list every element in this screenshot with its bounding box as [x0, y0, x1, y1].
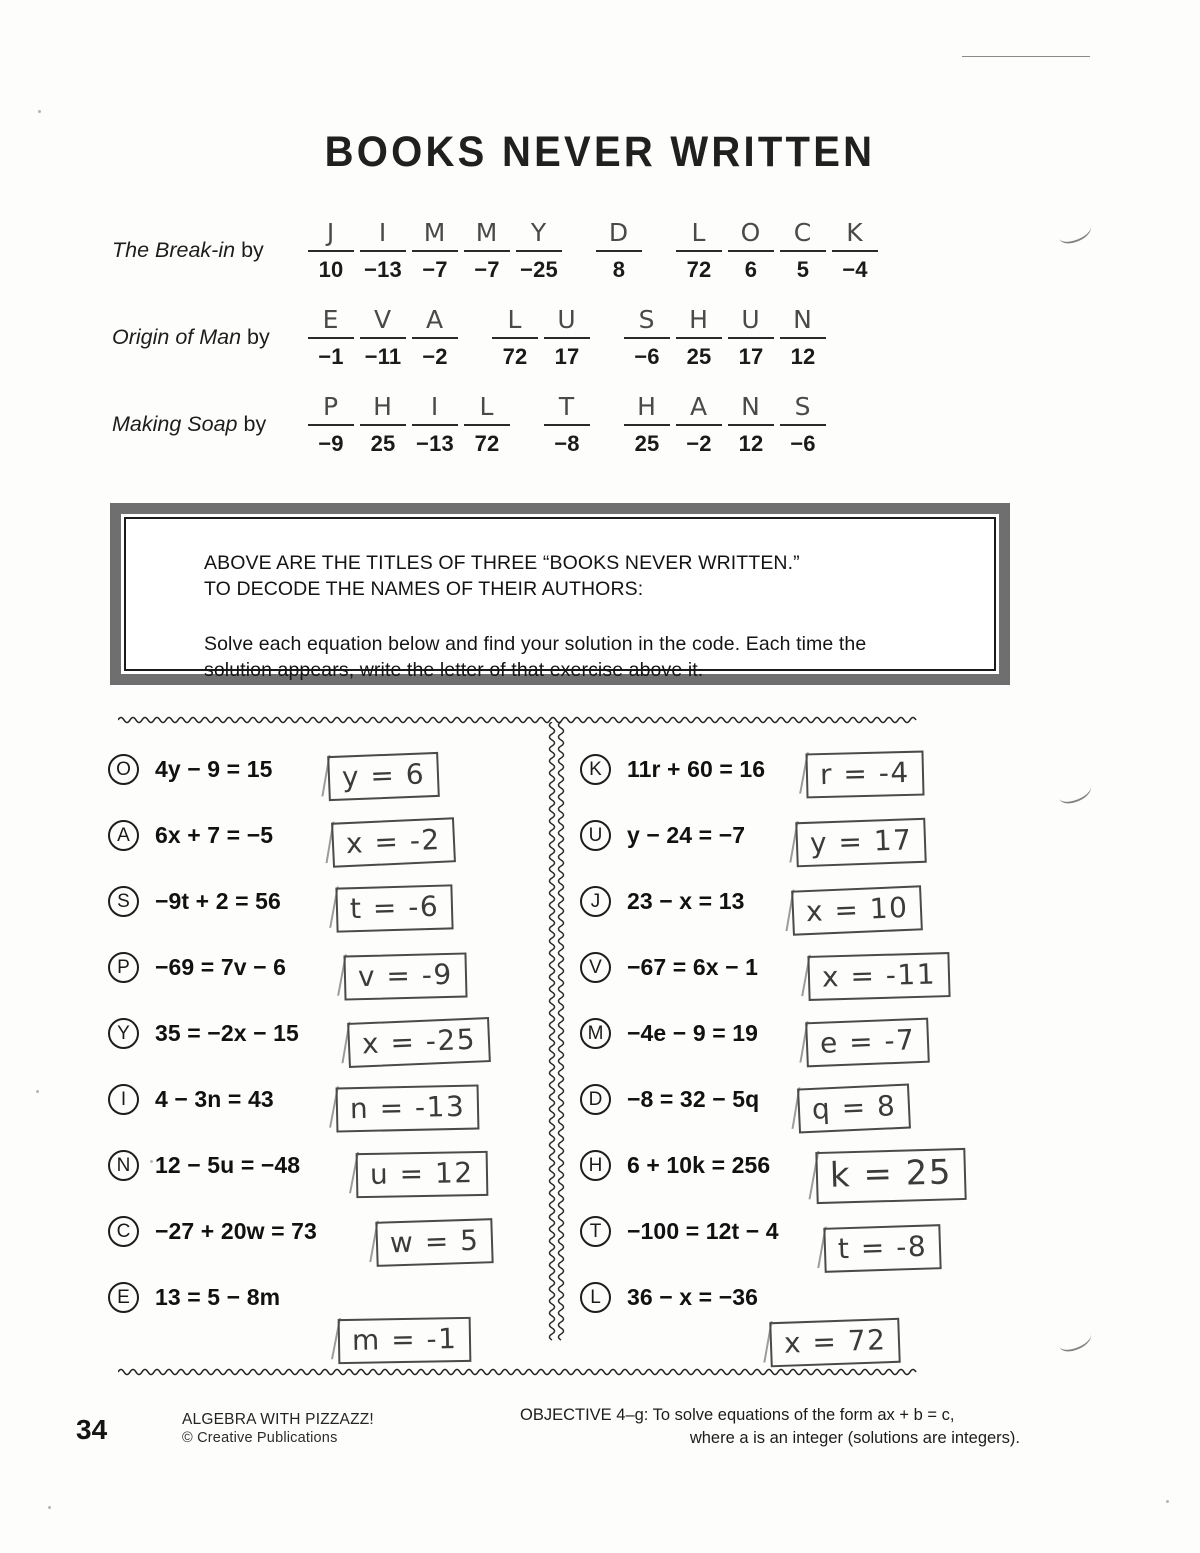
- code-group: [308, 392, 510, 457]
- handwritten-answer: y = 6: [327, 752, 440, 802]
- code-letter: U: [741, 305, 761, 334]
- handwritten-answer: y = 17: [795, 818, 927, 868]
- code-rule: [728, 424, 774, 426]
- code-number: 72: [474, 431, 500, 456]
- code-letter: U: [557, 305, 577, 334]
- exercise-letter-badge: C: [108, 1216, 139, 1247]
- code-group: [492, 305, 590, 370]
- exercise-letter-badge: Y: [108, 1018, 139, 1049]
- code-rule: [412, 424, 458, 426]
- code-letter: E: [322, 305, 340, 334]
- handwritten-answer: x = -11: [807, 952, 950, 1001]
- handwritten-answer: e = -7: [805, 1018, 930, 1068]
- code-letter: L: [691, 218, 707, 247]
- code-slot: [360, 392, 406, 457]
- code-letter: K: [846, 218, 864, 247]
- code-rule: [360, 250, 406, 252]
- code-letter: S: [794, 392, 812, 421]
- exercise-letter-badge: E: [108, 1282, 139, 1313]
- code-rule: [308, 424, 354, 426]
- exercise-equation: −69 = 7v − 6: [155, 954, 287, 980]
- exercise-equation: −9t + 2 = 56: [155, 888, 281, 914]
- page-title: BOOKS NEVER WRITTEN: [324, 128, 876, 176]
- code-group: [676, 218, 878, 283]
- code-letter: S: [638, 305, 656, 334]
- code-rule: [728, 250, 774, 252]
- code-rule: [464, 250, 510, 252]
- code-group: [624, 392, 826, 457]
- code-rule: [728, 337, 774, 339]
- code-slot: [308, 218, 354, 283]
- code-line: [112, 392, 1072, 466]
- exercise-row: [580, 1012, 1040, 1078]
- code-slot: [412, 305, 458, 370]
- exercise-row: [108, 1012, 548, 1078]
- code-letter: N: [741, 392, 761, 421]
- code-rule: [308, 250, 354, 252]
- code-number: −4: [842, 257, 868, 282]
- code-rule: [308, 337, 354, 339]
- code-number: 17: [554, 344, 580, 369]
- code-slot: [624, 392, 670, 457]
- instruction-heading-line2: TO DECODE THE NAMES OF THEIR AUTHORS:: [204, 578, 644, 600]
- exercise-row: [580, 880, 1040, 946]
- code-number: −7: [474, 257, 500, 282]
- handwritten-answer: n = -13: [336, 1085, 480, 1133]
- code-rule: [624, 337, 670, 339]
- code-slot: [412, 392, 458, 457]
- code-number: −1: [318, 344, 344, 369]
- publisher-credit: [182, 1410, 374, 1448]
- exercise-equation: 4 − 3n = 43: [155, 1086, 274, 1112]
- exercise-equation: −27 + 20w = 73: [155, 1218, 317, 1244]
- code-group: [544, 392, 590, 457]
- exercise-equation: 12 − 5u = −48: [155, 1152, 301, 1178]
- instruction-body-line1: Solve each equation below and find your solution in the code. Each time the: [204, 633, 867, 655]
- code-letter: H: [689, 305, 709, 334]
- exercise-equation: 35 = −2x − 15: [155, 1020, 299, 1046]
- exercise-letter-badge: L: [580, 1282, 611, 1313]
- handwritten-answer: x = 10: [791, 885, 923, 936]
- exercise-equation: 4y − 9 = 15: [155, 756, 273, 782]
- code-letter: J: [326, 218, 336, 247]
- code-section: [112, 218, 1072, 479]
- exercise-equation: 6x + 7 = −5: [155, 822, 274, 848]
- exercise-letter-badge: S: [108, 886, 139, 917]
- code-group: [624, 305, 826, 370]
- exercise-row: [580, 1210, 1040, 1276]
- exercise-letter-badge: H: [580, 1150, 611, 1181]
- code-rule: [412, 250, 458, 252]
- code-slot: [596, 218, 642, 283]
- code-number: 72: [686, 257, 712, 282]
- code-number: −11: [364, 344, 402, 369]
- code-number: 72: [502, 344, 528, 369]
- exercise-letter-badge: K: [580, 754, 611, 785]
- handwritten-answer: x = 72: [769, 1318, 901, 1368]
- code-number: −13: [416, 431, 454, 456]
- code-letter: H: [637, 392, 657, 421]
- exercise-letter-badge: O: [108, 754, 139, 785]
- objective-note: [520, 1404, 1020, 1450]
- code-letter: M: [423, 218, 447, 247]
- code-line-title: Origin of Man: [112, 325, 242, 349]
- code-letter: P: [322, 392, 340, 421]
- objective-line-2: where a is an integer (solutions are integers).: [689, 1429, 1020, 1447]
- exercise-letter-badge: I: [108, 1084, 139, 1115]
- handwritten-answer: v = -9: [343, 953, 467, 1001]
- code-rule: [412, 337, 458, 339]
- code-slot: [728, 305, 774, 370]
- code-number: 10: [318, 257, 344, 282]
- exercise-letter-badge: A: [108, 820, 139, 851]
- handwritten-answer: x = -2: [331, 817, 456, 868]
- code-slot: [728, 392, 774, 457]
- code-slot: [676, 392, 722, 457]
- handwritten-answer: m = -1: [338, 1317, 472, 1365]
- code-number: −2: [686, 431, 712, 456]
- code-rule: [676, 337, 722, 339]
- code-slot: [544, 392, 590, 457]
- exercise-column-left: [108, 748, 548, 1357]
- code-letter: L: [479, 392, 495, 421]
- column-divider: [548, 722, 566, 1368]
- exercise-equation: y − 24 = −7: [627, 822, 746, 848]
- exercise-equation: 11r + 60 = 16: [627, 756, 766, 782]
- code-slot: [780, 218, 826, 283]
- instruction-heading-line1: ABOVE ARE THE TITLES OF THREE “BOOKS NEVER WRITTEN.”: [204, 552, 800, 574]
- code-group: [308, 305, 458, 370]
- code-number: 8: [612, 257, 626, 282]
- code-slot: [308, 392, 354, 457]
- code-letter: I: [430, 392, 440, 421]
- code-line: [112, 305, 1072, 379]
- code-letter: H: [373, 392, 393, 421]
- code-rule: [360, 337, 406, 339]
- code-rule: [832, 250, 878, 252]
- code-rule: [780, 424, 826, 426]
- instruction-body: [204, 631, 994, 683]
- code-number: −6: [790, 431, 816, 456]
- exercise-row: [580, 748, 1040, 814]
- scan-speck: [48, 1506, 51, 1509]
- code-line-by: by: [247, 325, 270, 349]
- publisher-name: ALGEBRA WITH PIZZAZZ!: [182, 1411, 374, 1428]
- code-line-title: The Break-in: [112, 238, 236, 262]
- code-letter: V: [373, 305, 393, 334]
- code-slot: [544, 305, 590, 370]
- exercise-row: [580, 1276, 1040, 1360]
- code-slot: [516, 218, 562, 283]
- code-slot: [780, 392, 826, 457]
- exercise-letter-badge: U: [580, 820, 611, 851]
- code-rule: [464, 424, 510, 426]
- code-rule: [676, 250, 722, 252]
- code-slot: [780, 305, 826, 370]
- exercise-row: [108, 1210, 548, 1276]
- exercise-letter-badge: M: [580, 1018, 611, 1049]
- handwritten-answer: u = 12: [356, 1151, 488, 1199]
- code-slot: [492, 305, 538, 370]
- code-rule: [360, 424, 406, 426]
- scan-speck: [38, 110, 41, 113]
- exercise-equation: 23 − x = 13: [627, 888, 745, 914]
- code-line-by: by: [241, 238, 264, 262]
- code-rule: [780, 337, 826, 339]
- code-number: 5: [796, 257, 810, 282]
- code-number: −25: [520, 257, 558, 282]
- code-letter: T: [558, 392, 576, 421]
- exercise-row: [108, 946, 548, 1012]
- exercise-row: [108, 748, 548, 814]
- code-number: −2: [422, 344, 448, 369]
- code-letter: C: [793, 218, 813, 247]
- exercise-letter-badge: N: [108, 1150, 139, 1181]
- handwritten-answer: r = -4: [805, 751, 924, 799]
- exercise-letter-badge: J: [580, 886, 611, 917]
- exercise-letter-badge: P: [108, 952, 139, 983]
- code-line: [112, 218, 1072, 292]
- objective-line-1: OBJECTIVE 4–g: To solve equations of the form ax + b = c,: [520, 1406, 955, 1424]
- exercise-equation: 13 = 5 − 8m: [155, 1284, 281, 1310]
- exercise-row: [108, 1144, 548, 1210]
- scan-speck: [1166, 1500, 1169, 1503]
- code-rule: [492, 337, 538, 339]
- exercise-row: [108, 814, 548, 880]
- instruction-box-inner: [124, 517, 996, 681]
- scan-artifact-mark: [1056, 778, 1094, 807]
- exercise-row: [580, 1144, 1040, 1210]
- instruction-box: [110, 503, 1010, 685]
- scan-artifact-line: [962, 56, 1090, 57]
- handwritten-answer: t = -8: [823, 1224, 942, 1273]
- exercise-row: [108, 880, 548, 946]
- instruction-heading: [204, 550, 994, 602]
- code-rule: [676, 424, 722, 426]
- code-number: 25: [370, 431, 396, 456]
- code-letter: Y: [530, 218, 548, 247]
- code-number: −9: [318, 431, 344, 456]
- code-group: [596, 218, 642, 283]
- code-slot: [624, 305, 670, 370]
- exercise-equation: −67 = 6x − 1: [627, 954, 759, 980]
- code-letter: O: [740, 218, 762, 247]
- exercise-letter-badge: V: [580, 952, 611, 983]
- code-number: 12: [738, 431, 764, 456]
- code-line-label: [112, 305, 308, 350]
- code-number: 25: [634, 431, 660, 456]
- code-number: 25: [686, 344, 712, 369]
- handwritten-answer: q = 8: [797, 1083, 911, 1133]
- exercise-row: [108, 1078, 548, 1144]
- code-number: 12: [790, 344, 816, 369]
- code-letter: A: [689, 392, 709, 421]
- exercise-row: [580, 814, 1040, 880]
- code-number: 17: [738, 344, 764, 369]
- code-slot: [676, 218, 722, 283]
- scan-artifact-mark: [1056, 1326, 1094, 1355]
- code-slot: [832, 218, 878, 283]
- code-number: 6: [744, 257, 758, 282]
- instruction-body-line2: solution appears, write the letter of that exercise above it.: [204, 659, 704, 681]
- code-letter: D: [608, 218, 630, 247]
- exercise-row: [580, 1078, 1040, 1144]
- code-rule: [544, 424, 590, 426]
- code-slot: [360, 305, 406, 370]
- code-slot: [464, 218, 510, 283]
- code-number: −8: [554, 431, 580, 456]
- code-letter: I: [378, 218, 388, 247]
- code-group: [308, 218, 562, 283]
- exercise-row: [580, 946, 1040, 1012]
- code-slot: [412, 218, 458, 283]
- code-number: −6: [634, 344, 660, 369]
- code-slot: [464, 392, 510, 457]
- code-slot: [360, 218, 406, 283]
- handwritten-answer: t = -6: [335, 884, 453, 933]
- exercise-equation: −4e − 9 = 19: [627, 1020, 759, 1046]
- code-rule: [780, 250, 826, 252]
- code-line-label: [112, 218, 308, 263]
- exercise-column-right: [580, 748, 1040, 1360]
- exercise-equation: −100 = 12t − 4: [627, 1218, 779, 1244]
- publisher-copyright: © Creative Publications: [182, 1430, 338, 1446]
- code-rule: [544, 337, 590, 339]
- code-rule: [516, 250, 562, 252]
- code-rule: [624, 424, 670, 426]
- code-line-label: [112, 392, 308, 437]
- exercise-equation: 36 − x = −36: [627, 1284, 759, 1310]
- code-slot: [728, 218, 774, 283]
- scan-speck: [36, 1090, 39, 1093]
- handwritten-answer: x = -25: [347, 1017, 491, 1068]
- code-letter: N: [793, 305, 813, 334]
- exercise-letter-badge: T: [580, 1216, 611, 1247]
- code-line-title: Making Soap: [112, 412, 238, 436]
- exercise-row: [108, 1276, 548, 1357]
- code-slot: [308, 305, 354, 370]
- exercise-equation: 6 + 10k = 256: [627, 1152, 771, 1178]
- code-line-by: by: [243, 412, 267, 436]
- code-slot: [676, 305, 722, 370]
- exercise-equation: −8 = 32 − 5q: [627, 1086, 760, 1112]
- code-rule: [596, 250, 642, 252]
- code-number: −13: [364, 257, 402, 282]
- exercise-letter-badge: D: [580, 1084, 611, 1115]
- handwritten-answer: w = 5: [375, 1218, 494, 1267]
- code-letter: A: [425, 305, 445, 334]
- handwritten-answer: k = 25: [815, 1148, 966, 1204]
- code-number: −7: [422, 257, 448, 282]
- code-letter: L: [507, 305, 523, 334]
- page-number: 34: [76, 1414, 108, 1445]
- code-letter: M: [475, 218, 499, 247]
